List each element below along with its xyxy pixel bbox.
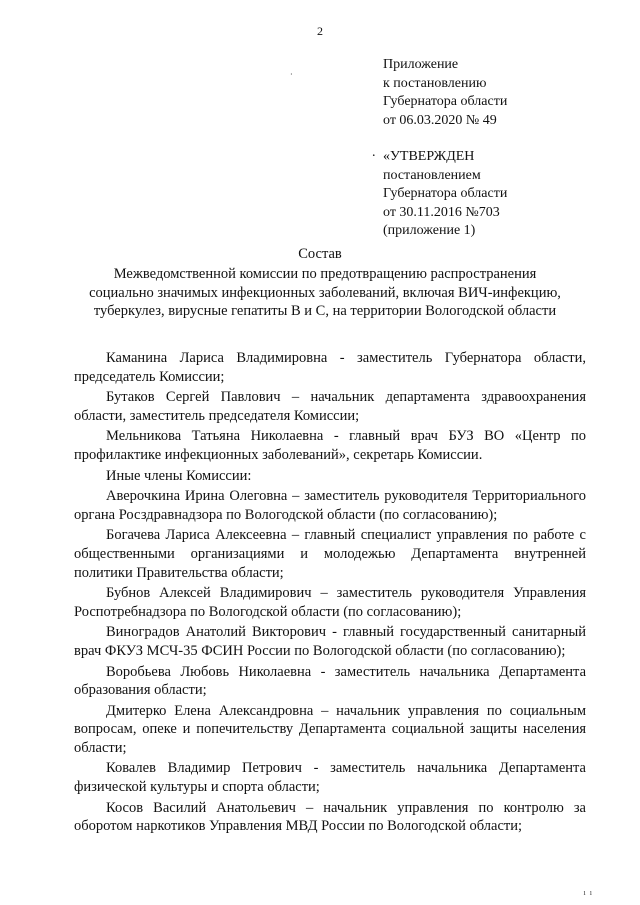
scan-speck: . bbox=[372, 145, 376, 160]
composition-title: Состав bbox=[298, 246, 342, 262]
annex-line: Губернатора области bbox=[383, 94, 508, 109]
approved-line: Губернатора области bbox=[383, 186, 508, 201]
member-entry: Воробьева Любовь Николаевна - заместитель начальника Департамента образования области; bbox=[74, 663, 586, 699]
member-entry: Виноградов Анатолий Викторович - главный государственный санитарный врач ФКУЗ МСЧ-35 ФСИН России по Вологодской области (по согласованию); bbox=[74, 624, 586, 659]
annex-line: от 06.03.2020 № 49 bbox=[383, 112, 497, 128]
member-entry: Бутаков Сергей Павлович – начальник департамента здравоохранения области, заместитель председателя Комиссии; bbox=[74, 389, 586, 424]
commission-name: Межведомственной комиссии по предотвращению распространения социально значимых инфекционных заболеваний, включая ВИЧ-инфекцию, туберкулез, вирусные гепатиты В и С, на территории Вологодской области bbox=[89, 266, 561, 319]
approved-block bbox=[383, 148, 507, 241]
approved-line: «УТВЕРЖДЕН bbox=[383, 149, 475, 164]
approved-line: от 30.11.2016 №703 bbox=[383, 204, 500, 220]
members-list bbox=[74, 349, 586, 838]
annex-line: к постановлению bbox=[383, 75, 487, 91]
annex-line: Приложение bbox=[383, 57, 459, 72]
member-entry: Ковалев Владимир Петрович - заместитель начальника Департамента физической культуры и спорта области; bbox=[74, 760, 586, 796]
approved-line: постановлением bbox=[383, 167, 481, 183]
member-entry: Дмитерко Елена Александровна – начальник управления по социальным вопросам, опеке и попечительству Департамента социальной защиты населения области; bbox=[74, 702, 586, 756]
member-entry: Мельникова Татьяна Николаевна - главный врач БУЗ ВО «Центр по профилактике инфекционных заболеваний», секретарь Комиссии. bbox=[74, 428, 586, 463]
member-entry: Косов Василий Анатольевич – начальник управления по контролю за оборотом наркотиков Управления МВД России по Вологодской области; bbox=[74, 799, 586, 835]
page-number: 2 bbox=[317, 24, 323, 38]
annex-block bbox=[383, 56, 507, 130]
approved-line: (приложение 1) bbox=[383, 223, 476, 238]
scan-speck: · bbox=[290, 70, 293, 79]
member-entry: Аверочкина Ирина Олеговна – заместитель руководителя Территориального органа Росздравнадзора по Вологодской области (по согласованию); bbox=[74, 488, 586, 523]
member-entry: Каманина Лариса Владимировна - заместитель Губернатора области, председатель Комиссии; bbox=[74, 350, 586, 385]
member-entry: Бубнов Алексей Владимирович – заместитель руководителя Управления Роспотребнадзора по Вологодской области (по согласованию); bbox=[74, 585, 586, 620]
member-entry: Богачева Лариса Алексеевна – главный специалист управления по работе с общественными организациями и молодежью Департамента внутренней политики Правительства области; bbox=[74, 527, 586, 581]
scan-marks: ı ı bbox=[583, 888, 592, 897]
members-subheading: Иные члены Комиссии: bbox=[106, 467, 252, 484]
